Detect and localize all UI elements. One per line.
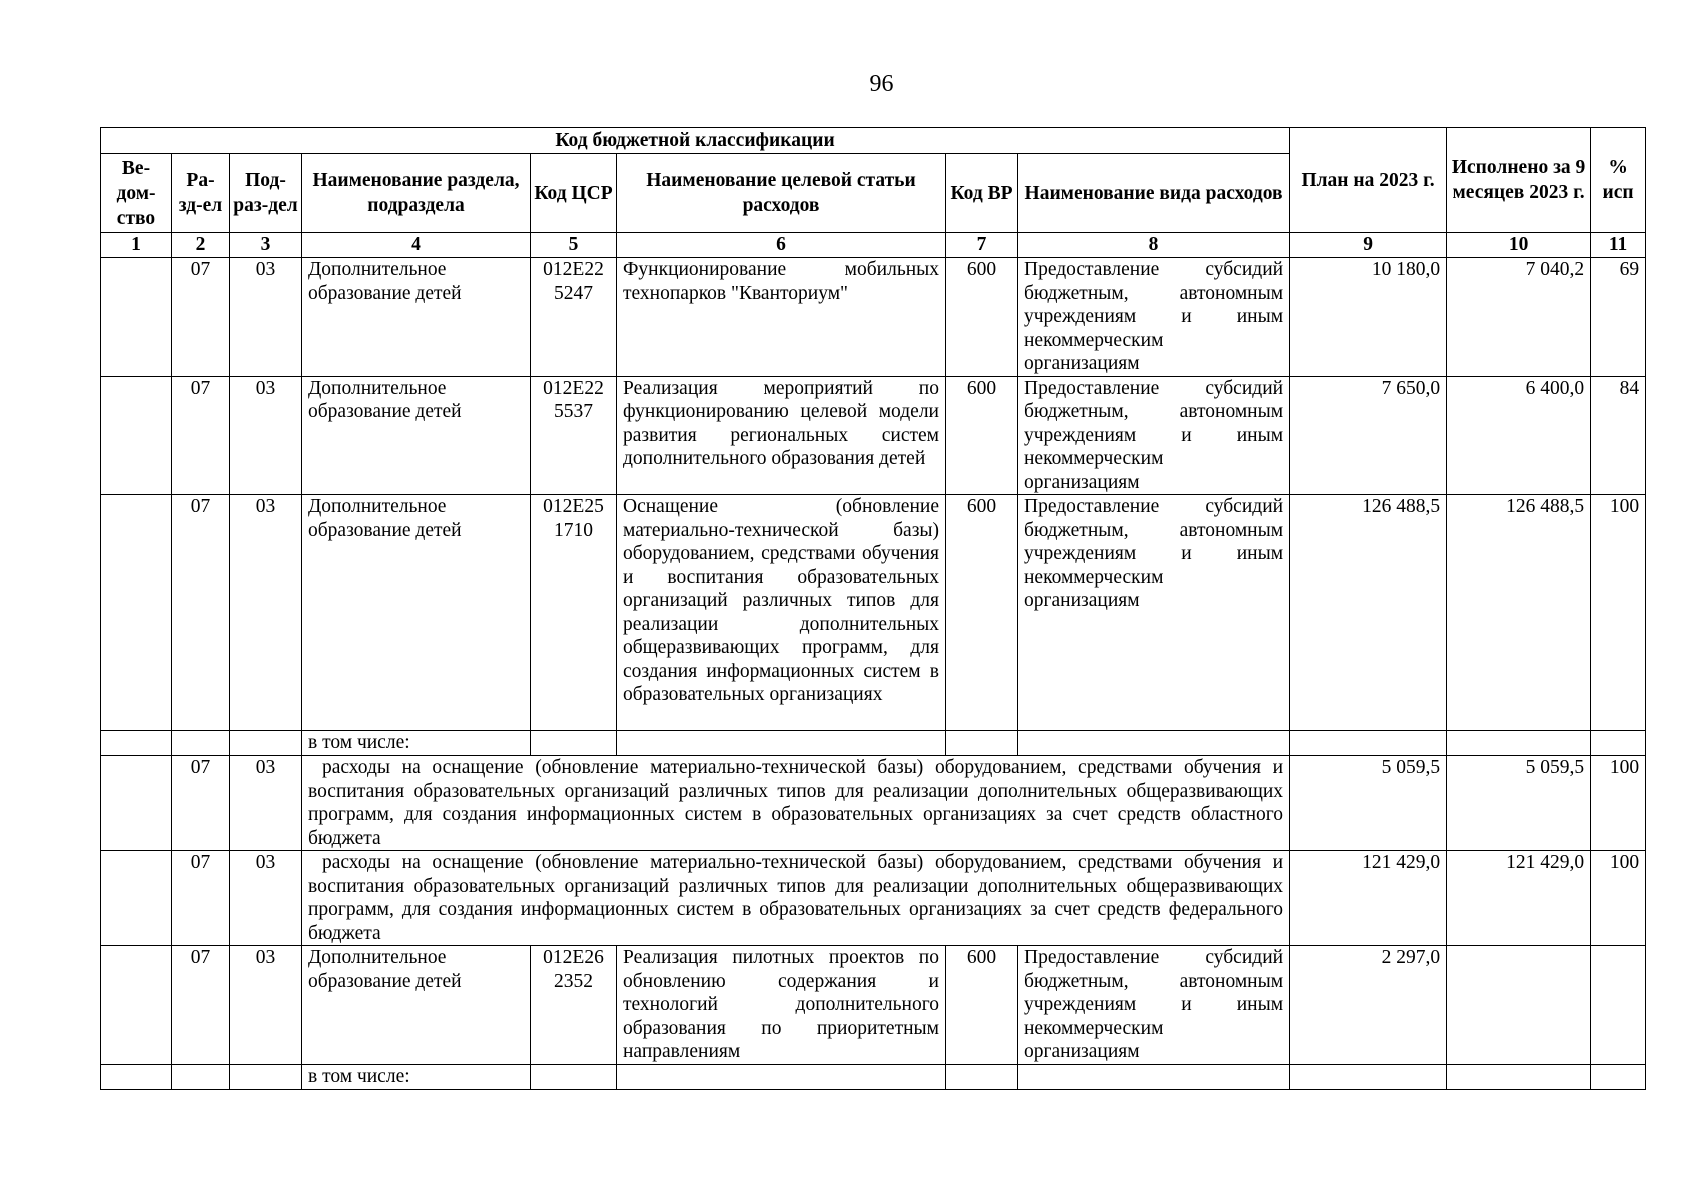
table-row [101, 495, 1646, 731]
header-group-row [101, 128, 1646, 154]
vedomstvo-cell [101, 731, 172, 756]
header-numbers-row [101, 233, 1646, 258]
plan-cell: 2 297,0 [1290, 946, 1447, 1065]
pct-cell: 100 [1591, 851, 1646, 946]
razdel-name-cell: Дополнительное образование детей [302, 376, 531, 495]
col-number: 3 [230, 233, 302, 258]
razdel-name-cell: Дополнительное образование детей [302, 946, 531, 1065]
csr-cell: 012Е25 1710 [531, 495, 617, 731]
pct-cell: 84 [1591, 376, 1646, 495]
razdel-name-cell: Дополнительное образование детей [302, 258, 531, 377]
header-target-name: Наименование целевой статьи расходов [617, 154, 946, 233]
done-cell [1447, 946, 1591, 1065]
vr-cell: 600 [946, 376, 1018, 495]
plan-cell: 126 488,5 [1290, 495, 1447, 731]
plan-cell: 5 059,5 [1290, 756, 1447, 851]
plan-cell [1290, 731, 1447, 756]
podrazdel-cell: 03 [230, 756, 302, 851]
pct-cell [1591, 731, 1646, 756]
header-pct: % исп [1591, 128, 1646, 233]
col-number: 5 [531, 233, 617, 258]
done-cell [1447, 1064, 1591, 1089]
razdel-cell: 07 [172, 756, 230, 851]
vr-cell: 600 [946, 258, 1018, 377]
header-vr-name: Наименование вида расходов [1018, 154, 1290, 233]
col-number: 6 [617, 233, 946, 258]
done-cell: 121 429,0 [1447, 851, 1591, 946]
plan-cell: 10 180,0 [1290, 258, 1447, 377]
vr-cell: 600 [946, 495, 1018, 731]
table-row [101, 946, 1646, 1065]
table-row [101, 1064, 1646, 1089]
razdel-cell [172, 731, 230, 756]
target-name-cell: Реализация мероприятий по функционированию целевой модели развития региональных систем дополнительного образования детей [617, 376, 946, 495]
done-cell: 126 488,5 [1447, 495, 1591, 731]
vedomstvo-cell [101, 376, 172, 495]
vedomstvo-cell [101, 258, 172, 377]
plan-cell: 121 429,0 [1290, 851, 1447, 946]
vr-cell: 600 [946, 946, 1018, 1065]
col-number: 1 [101, 233, 172, 258]
header-razdel-name: Наименование раздела, подраздела [302, 154, 531, 233]
col-number: 11 [1591, 233, 1646, 258]
podrazdel-cell [230, 731, 302, 756]
vr-name-cell: Предоставление субсидий бюджетным, автономным учреждениям и иным некоммерческим организациям [1018, 258, 1290, 377]
header-vr: Код ВР [946, 154, 1018, 233]
razdel-cell: 07 [172, 376, 230, 495]
target-name-cell: Оснащение (обновление материально-технической базы) оборудованием, средствами обучения и воспитания образовательных организаций различных типов для реализации дополнительных общеразвивающих программ, для создания информационных систем в образовательных организациях [617, 495, 946, 731]
vedomstvo-cell [101, 756, 172, 851]
plan-cell [1290, 1064, 1447, 1089]
col-number: 8 [1018, 233, 1290, 258]
target-name-cell: Реализация пилотных проектов по обновлению содержания и технологий дополнительного образования по приоритетным направлениям [617, 946, 946, 1065]
vedomstvo-cell [101, 851, 172, 946]
vr-cell [946, 731, 1018, 756]
razdel-cell: 07 [172, 495, 230, 731]
col-number: 9 [1290, 233, 1447, 258]
expense-description-cell: расходы на оснащение (обновление материально-технической базы) оборудованием, средствами обучения и воспитания образовательных организаций различных типов для реализации дополнительных общеразвивающих программ, для создания информационных систем в образовательных организациях за счет средств областного бюджета [302, 756, 1290, 851]
razdel-cell: 07 [172, 946, 230, 1065]
subtotal-label: в том числе: [302, 731, 531, 756]
target-name-cell [617, 1064, 946, 1089]
page-number: 96 [869, 71, 894, 97]
csr-cell: 012Е22 5537 [531, 376, 617, 495]
target-name-cell [617, 731, 946, 756]
razdel-cell: 07 [172, 851, 230, 946]
table-row [101, 731, 1646, 756]
pct-cell: 100 [1591, 756, 1646, 851]
col-number: 2 [172, 233, 230, 258]
done-cell: 7 040,2 [1447, 258, 1591, 377]
table-row [101, 258, 1646, 377]
vr-name-cell [1018, 731, 1290, 756]
pct-cell: 69 [1591, 258, 1646, 377]
csr-cell [531, 1064, 617, 1089]
header-podrazdel: Под-раз-дел [230, 154, 302, 233]
pct-cell: 100 [1591, 495, 1646, 731]
podrazdel-cell: 03 [230, 946, 302, 1065]
plan-cell: 7 650,0 [1290, 376, 1447, 495]
done-cell [1447, 731, 1591, 756]
header-plan: План на 2023 г. [1290, 128, 1447, 233]
pct-cell [1591, 946, 1646, 1065]
vr-name-cell: Предоставление субсидий бюджетным, автономным учреждениям и иным некоммерческим организациям [1018, 946, 1290, 1065]
csr-cell [531, 731, 617, 756]
csr-cell: 012Е22 5247 [531, 258, 617, 377]
vedomstvo-cell [101, 1064, 172, 1089]
table-row [101, 756, 1646, 851]
podrazdel-cell: 03 [230, 851, 302, 946]
vedomstvo-cell [101, 946, 172, 1065]
podrazdel-cell: 03 [230, 495, 302, 731]
expense-description-cell: расходы на оснащение (обновление материально-технической базы) оборудованием, средствами обучения и воспитания образовательных организаций различных типов для реализации дополнительных общеразвивающих программ, для создания информационных систем в образовательных организациях за счет средств федерального бюджета [302, 851, 1290, 946]
header-group-title: Код бюджетной классификации [101, 128, 1290, 154]
razdel-cell: 07 [172, 258, 230, 377]
done-cell: 6 400,0 [1447, 376, 1591, 495]
table-row [101, 851, 1646, 946]
target-name-cell: Функционирование мобильных технопарков "Кванториум" [617, 258, 946, 377]
budget-table [100, 127, 1646, 1090]
pct-cell [1591, 1064, 1646, 1089]
header-done: Исполнено за 9 месяцев 2023 г. [1447, 128, 1591, 233]
podrazdel-cell: 03 [230, 376, 302, 495]
vr-name-cell: Предоставление субсидий бюджетным, автономным учреждениям и иным некоммерческим организациям [1018, 376, 1290, 495]
col-number: 7 [946, 233, 1018, 258]
vr-cell [946, 1064, 1018, 1089]
done-cell: 5 059,5 [1447, 756, 1591, 851]
razdel-cell [172, 1064, 230, 1089]
header-vedomstvo: Ве-дом-ство [101, 154, 172, 233]
podrazdel-cell: 03 [230, 258, 302, 377]
vr-name-cell: Предоставление субсидий бюджетным, автономным учреждениям и иным некоммерческим организациям [1018, 495, 1290, 731]
vr-name-cell [1018, 1064, 1290, 1089]
col-number: 4 [302, 233, 531, 258]
vedomstvo-cell [101, 495, 172, 731]
subtotal-label: в том числе: [302, 1064, 531, 1089]
col-number: 10 [1447, 233, 1591, 258]
podrazdel-cell [230, 1064, 302, 1089]
table-row [101, 376, 1646, 495]
razdel-name-cell: Дополнительное образование детей [302, 495, 531, 731]
header-razdel: Ра-зд-ел [172, 154, 230, 233]
header-csr: Код ЦСР [531, 154, 617, 233]
csr-cell: 012Е26 2352 [531, 946, 617, 1065]
